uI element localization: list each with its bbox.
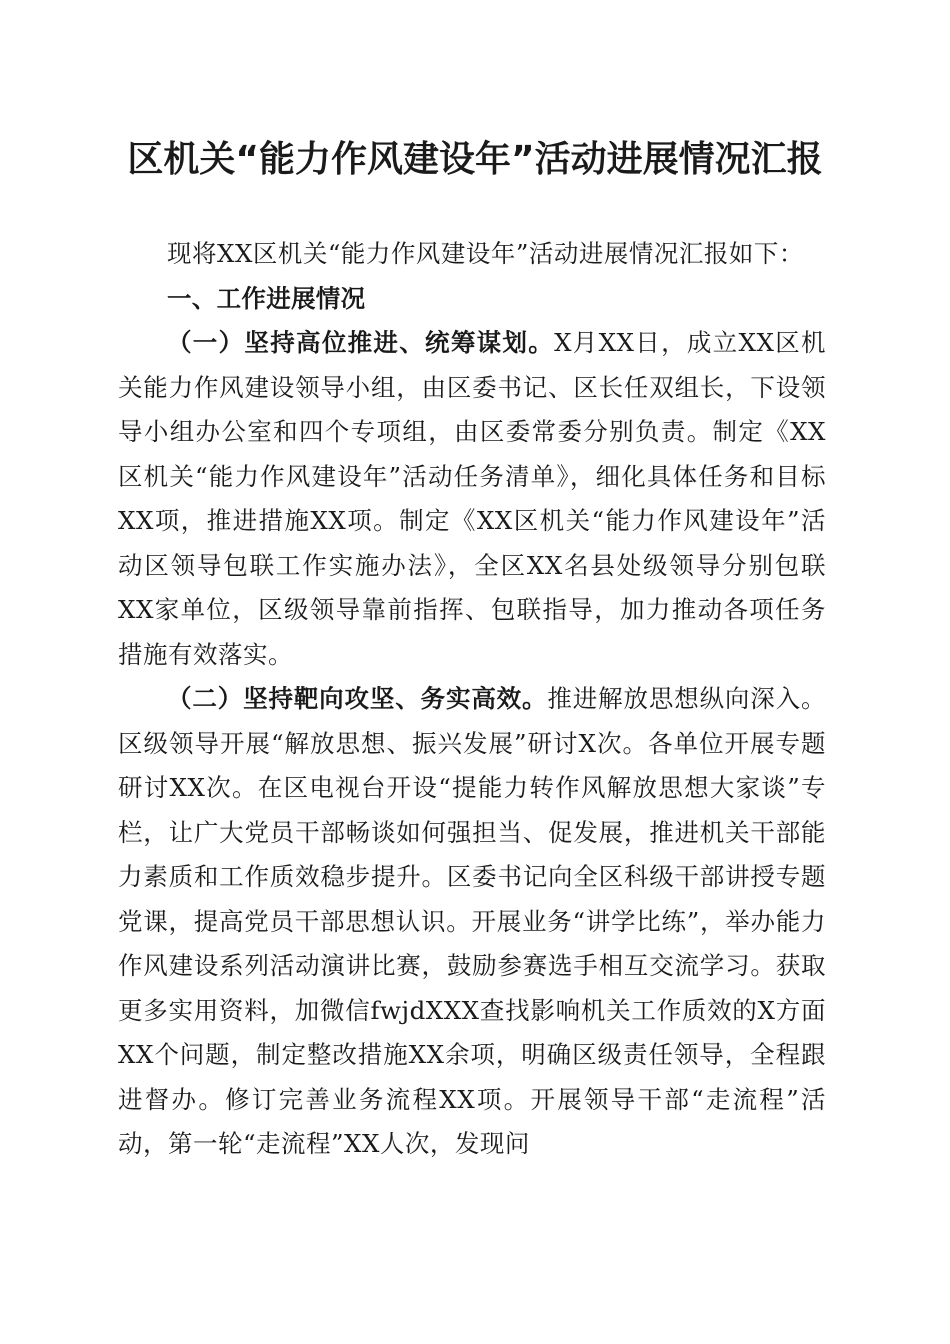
paragraph-2-lead: （二）坚持靶向攻坚、务实高效。 (167, 684, 548, 713)
document-title: 区机关“能力作风建设年”活动进展情况汇报 (127, 139, 823, 180)
paragraph-1-text: X月XX日，成立XX区机关能力作风建设领导小组，由区委书记、区长任双组长，下设领导小组办公室和四个专项组，由区委常委分别负责。制定《XX区机关“能力作风建设年”活动任务清单》，细化具体任务和目标XX项，推进措施XX项。制定《XX区机关“能力作风建设年”活动区领导包联工作实施办法》，全区XX名县处级领导分别包联XX家单位，区级领导靠前指挥、包联指导，加力推动各项任务措施有效落实。 (118, 328, 827, 669)
intro-paragraph: 现将XX区机关“能力作风建设年”活动进展情况汇报如下： (167, 239, 804, 268)
paragraph-2 (118, 677, 826, 1167)
paragraph-2-text: 推进解放思想纵向深入。区级领导开展“解放思想、振兴发展”研讨X次。各单位开展专题研讨XX次。在区电视台开设“提能力转作风解放思想大家谈”专栏，让广大党员干部畅谈如何强担当、促发展，推进机关干部能力素质和工作质效稳步提升。区委书记向全区科级干部讲授专题党课，提高党员干部思想认识。开展业务“讲学比练”，举办能力作风建设系列活动演讲比赛，鼓励参赛选手相互交流学习。获取更多实用资料，加微信fwjdXXX查找影响机关工作质效的X方面XX个问题，制定整改措施XX余项，明确区级责任领导，全程跟进督办。修订完善业务流程XX项。开展领导干部“走流程”活动，第一轮“走流程”XX人次，发现问 (118, 684, 827, 1158)
paragraph-1-lead: （一）坚持高位推进、统筹谋划。 (167, 328, 555, 357)
paragraph-1 (118, 321, 826, 677)
document-body (118, 232, 826, 1167)
section-heading: 一、工作进展情况 (167, 283, 366, 313)
